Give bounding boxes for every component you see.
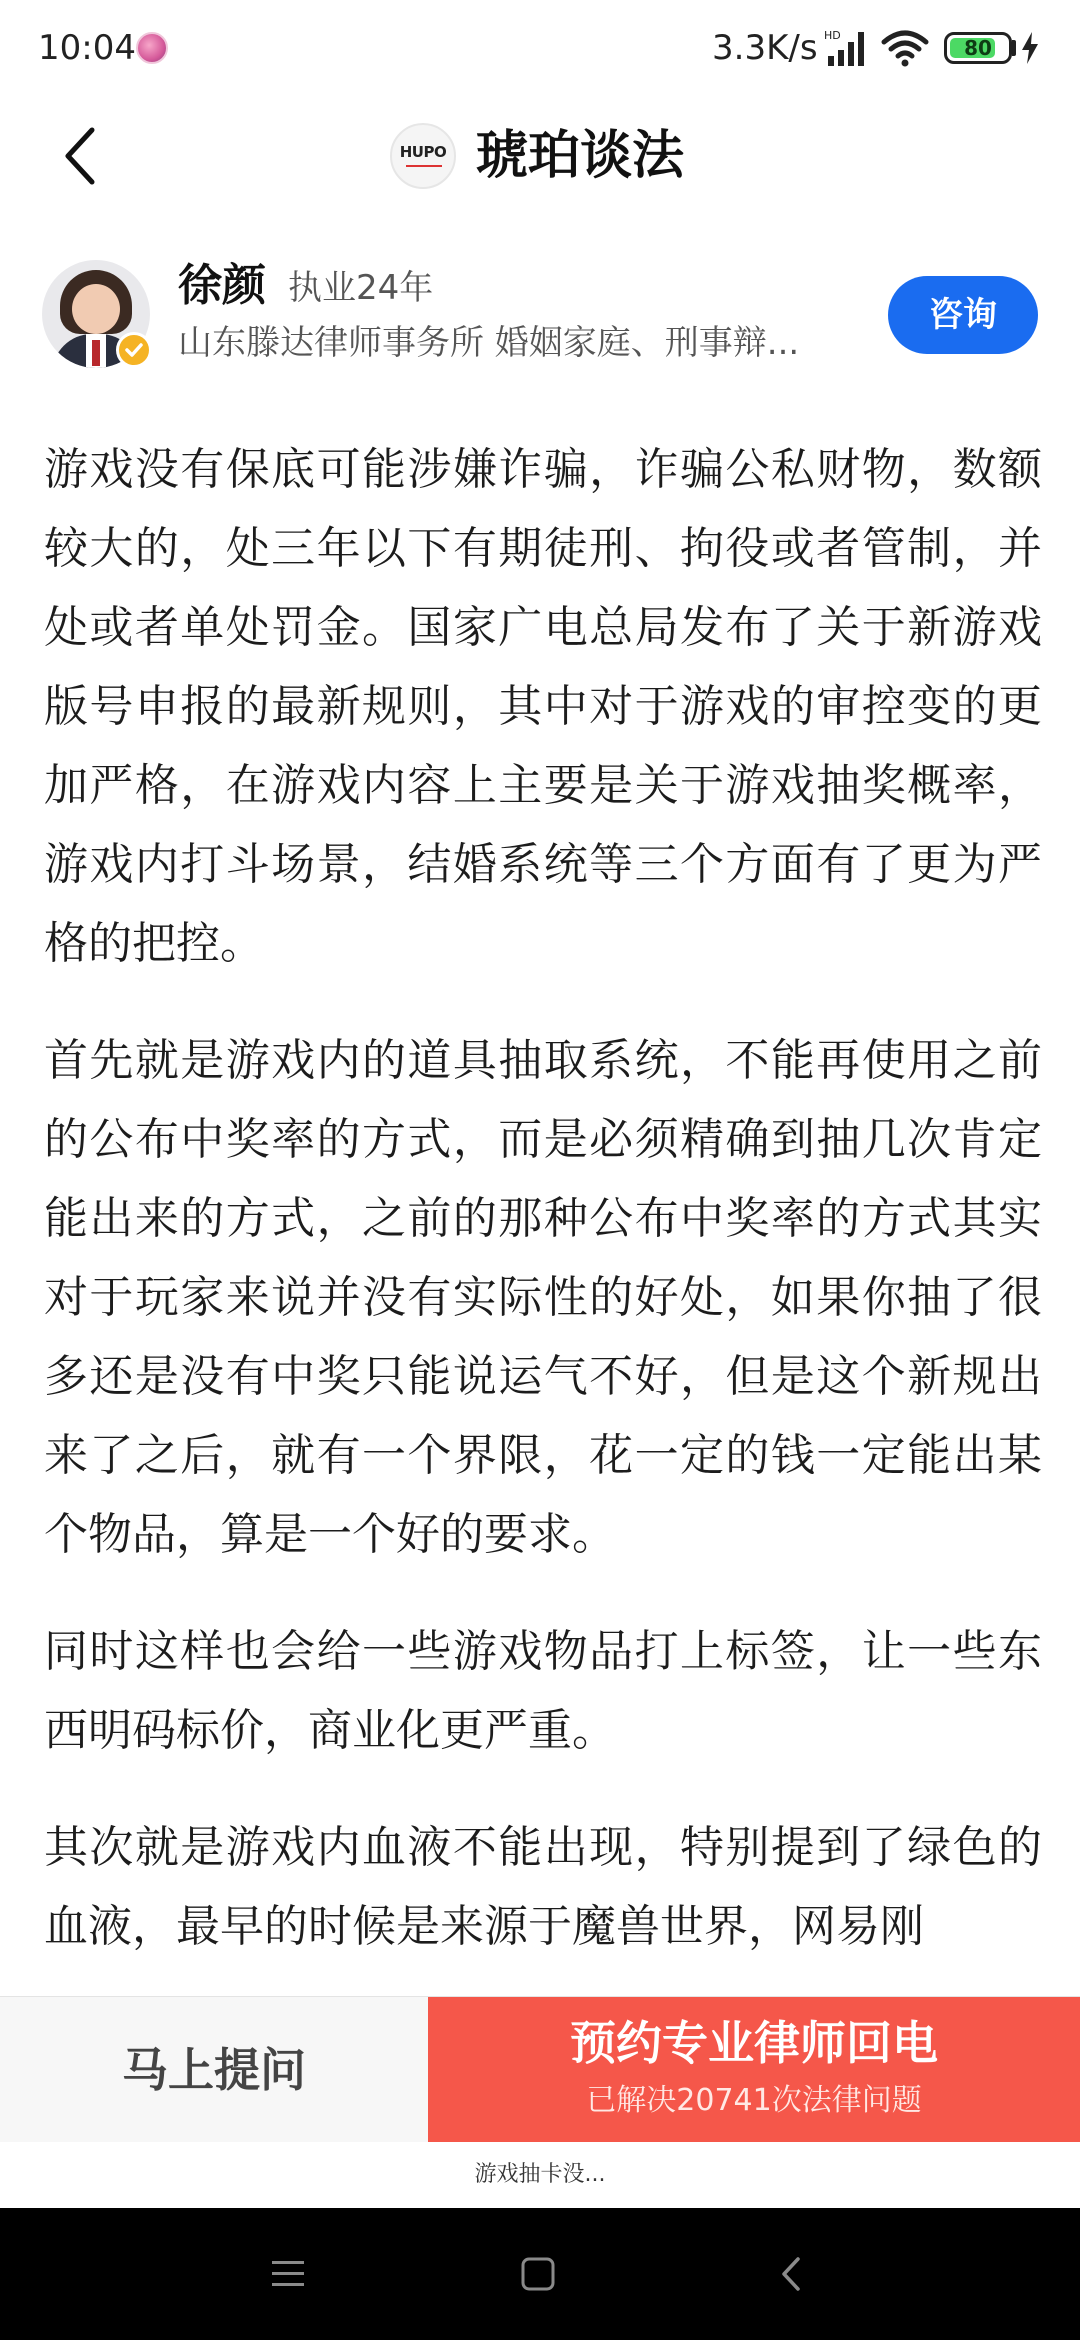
bottom-action-bar xyxy=(0,1996,1080,2143)
page-title-strip xyxy=(0,2142,1080,2208)
avatar-face xyxy=(72,284,120,334)
battery-cap xyxy=(1012,40,1016,56)
title-strip-text: 游戏抽卡没... xyxy=(474,2162,606,2187)
lawyer-card[interactable] xyxy=(0,216,1080,396)
article-paragraph: 游戏没有保底可能涉嫌诈骗，诈骗公私财物，数额较大的，处三年以下有期徒刑、拘役或者管制，并处或者单处罚金。国家广电总局发布了关于新游戏版号申报的最新规则，其中对于游戏的审控变的更加严格，在游戏内容上主要是关于游戏抽奖概率，游戏内打斗场景，结婚系统等三个方面有了更为严格的把控。 xyxy=(44,444,1042,969)
article-paragraph: 其次就是游戏内血液不能出现，特别提到了绿色的血液，最早的时候是来源于魔兽世界，网易刚 xyxy=(44,1822,1042,1952)
signal-hd-label: HD xyxy=(824,29,841,42)
book-callback-button[interactable] xyxy=(428,1997,1080,2143)
chevron-left-icon[interactable] xyxy=(48,118,118,194)
lawyer-name: 徐颜 xyxy=(178,260,266,311)
header-brand xyxy=(390,120,684,192)
consult-button[interactable]: 咨询 xyxy=(888,276,1038,354)
battery-level: 80 xyxy=(964,36,992,60)
wifi-icon xyxy=(880,28,930,68)
brand-logo-accent xyxy=(406,165,442,167)
brand-logo xyxy=(390,123,456,189)
brand-logo-text: HUPO xyxy=(399,143,447,161)
callback-subtitle: 已解决20741次法律问题 xyxy=(586,2083,922,2118)
network-speed: 3.3K/s xyxy=(712,28,818,68)
lawyer-firm-fields: 山东滕达律师事务所 婚姻家庭、刑事辩... xyxy=(178,323,800,363)
battery-icon xyxy=(944,32,1012,64)
status-bar xyxy=(0,0,1080,96)
avatar-tie xyxy=(92,340,100,366)
lawyer-years: 执业24年 xyxy=(288,268,434,308)
callback-title: 预约专业律师回电 xyxy=(570,2016,938,2070)
article-paragraph: 同时这样也会给一些游戏物品打上标签，让一些东西明码标价，商业化更严重。 xyxy=(44,1626,1042,1756)
charging-bolt-icon xyxy=(1018,30,1042,66)
article-body xyxy=(44,430,1042,2004)
back-icon[interactable] xyxy=(770,2252,814,2296)
page-title: 琥珀谈法 xyxy=(476,126,685,186)
system-nav-bar xyxy=(0,2208,1080,2340)
menu-icon[interactable] xyxy=(266,2252,310,2296)
article-paragraph: 首先就是游戏内的道具抽取系统，不能再使用之前的公布中奖率的方式，而是必须精确到抽几次肯定能出来的方式，之前的那种公布中奖率的方式其实对于玩家来说并没有实际性的好处，如果你抽了很多还是没有中奖只能说运气不好，但是这个新规出来了之后，就有一个界限，花一定的钱一定能出某个物品，算是一个好的要求。 xyxy=(44,1035,1042,1560)
signal-icon xyxy=(822,28,870,68)
verified-badge-icon xyxy=(116,332,152,368)
home-icon[interactable] xyxy=(516,2252,560,2296)
app-header xyxy=(0,96,1080,216)
ask-now-button[interactable] xyxy=(0,1997,428,2143)
status-time: 10:04 xyxy=(38,28,136,68)
ask-now-label: 马上提问 xyxy=(122,2043,306,2097)
app-notification-icon xyxy=(136,32,168,64)
